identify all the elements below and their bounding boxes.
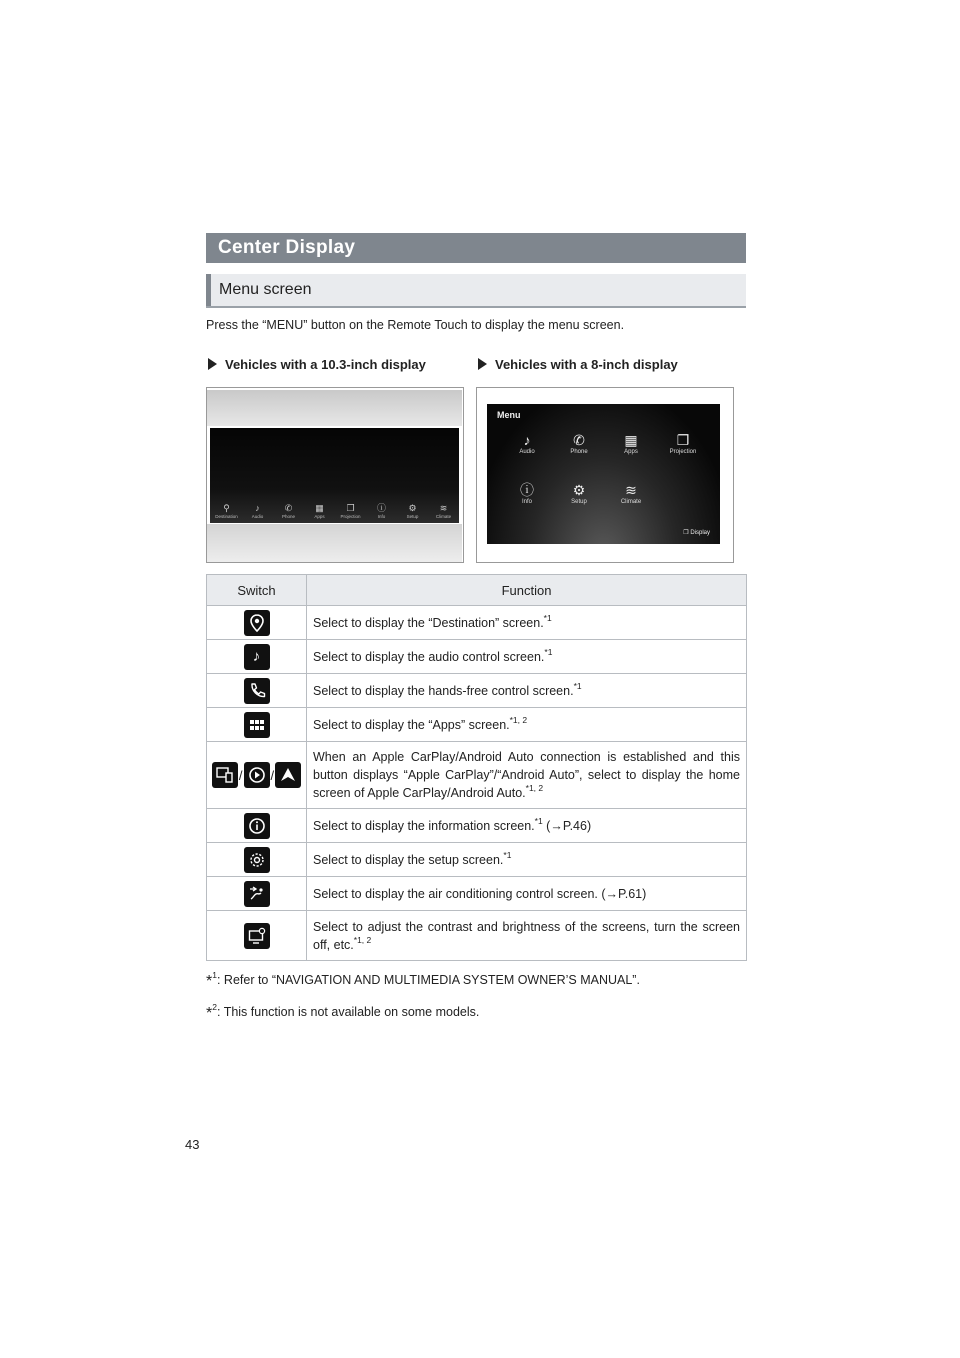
table-row: Select to display the hands-free control screen.$^{*1}$ — [207, 674, 747, 708]
setup-icon: ⚙ — [572, 482, 586, 498]
small-menu-audio: ♪ Audio — [505, 432, 549, 456]
setup-icon: ⚙ — [408, 503, 417, 513]
table-row: Select to display the “Destination” screen.$^{*1}$ — [207, 606, 747, 640]
audio-icon: ♪ — [244, 644, 270, 670]
menu-title: Menu — [497, 410, 521, 420]
wide-menu-phone: ✆ Phone — [276, 503, 301, 520]
display-icon — [244, 923, 270, 949]
destination-icon: ⚲ — [223, 503, 230, 513]
climate-icon: ≋ — [439, 503, 448, 513]
variant-label-8-inch: Vehicles with a 8-inch display — [478, 357, 678, 372]
wide-menu-audio: ♪ Audio — [245, 503, 270, 520]
wide-menu-climate: ≋ Climate — [431, 503, 456, 520]
info-icon — [244, 813, 270, 839]
apps-icon: ▦ — [315, 503, 324, 513]
small-menu-climate: ≋ Climate — [609, 482, 653, 506]
apps-icon: ▦ — [624, 432, 638, 448]
section-title-bar — [206, 233, 746, 263]
subsection-accent — [206, 274, 211, 306]
footnote-2: *$^2$: This function is not available on some models. — [206, 1002, 480, 1022]
small-menu-phone: ✆ Phone — [557, 432, 601, 456]
display-icon: ❐ — [683, 530, 691, 536]
info-icon: ⓘ — [376, 503, 386, 513]
table-row: Select to display the setup screen.$^{*1}$ — [207, 843, 747, 877]
function-table — [206, 574, 747, 961]
wide-menu-apps: ▦ Apps — [307, 503, 332, 520]
screenshot-8-inch-display — [476, 387, 734, 563]
dashboard-bottom — [207, 524, 462, 562]
triangle-bullet-icon — [478, 358, 487, 370]
section-title: Center Display — [218, 237, 356, 258]
table-header-row — [207, 575, 747, 606]
table-row: ♪ Select to display the audio control screen.$^{*1}$ — [207, 640, 747, 674]
info-icon: ⓘ — [520, 482, 534, 498]
table-row: Select to adjust the contrast and brightness of the screens, turn the screen off, etc.$^{*1, 2}$ — [207, 911, 747, 961]
triangle-bullet-icon — [208, 358, 217, 370]
audio-icon: ♪ — [523, 432, 531, 448]
phone-icon — [244, 678, 270, 704]
climate-icon — [244, 881, 270, 907]
wide-menu-projection: ❐ Projection — [338, 503, 363, 520]
header-function: Function — [307, 575, 747, 606]
small-menu-display: ❐ Display — [683, 530, 710, 536]
table-row: Select to display the “Apps” screen.$^{*1, 2}$ — [207, 708, 747, 742]
apple-carplay-icon — [244, 762, 270, 788]
wide-menu-destination: ⚲ Destination — [215, 503, 238, 519]
setup-icon — [244, 847, 270, 873]
table-row: Select to display the air conditioning control screen. (→P.61) — [207, 877, 747, 911]
table-row: / / When an Apple CarPlay/Android Auto connection is established and this button displays “Apple CarPlay”/“Android Auto”, select to display the home screen of Apple CarPlay/Android Auto.$^{*1, 2}$ — [207, 742, 747, 809]
wide-menu-setup: ⚙ Setup — [400, 503, 425, 520]
footnote-1: *$^1$: Refer to “NAVIGATION AND MULTIMEDIA SYSTEM OWNER’S MANUAL”. — [206, 970, 640, 990]
header-switch: Switch — [207, 575, 307, 606]
small-menu-projection: ❐ Projection — [661, 432, 705, 456]
wide-display-screen — [210, 428, 459, 523]
apps-icon — [244, 712, 270, 738]
small-menu-info: ⓘ Info — [505, 482, 549, 506]
table-row: Select to display the information screen.$^{*1}$ (→P.46) — [207, 809, 747, 843]
small-menu-apps: ▦ Apps — [609, 432, 653, 456]
small-menu-setup: ⚙ Setup — [557, 482, 601, 506]
dashboard-top — [207, 390, 462, 426]
subsection-title: Menu screen — [219, 281, 312, 298]
subsection-title-bar — [206, 274, 746, 308]
wide-menu-icons — [214, 503, 456, 520]
projection-icon: ❐ — [676, 432, 690, 448]
climate-icon: ≋ — [625, 482, 637, 498]
android-auto-icon — [275, 762, 301, 788]
audio-icon: ♪ — [255, 503, 260, 513]
phone-icon: ✆ — [573, 432, 585, 448]
screenshot-10-inch-display — [206, 387, 464, 563]
page-number: 43 — [185, 1137, 200, 1152]
projection-icon: ❐ — [346, 503, 355, 513]
wide-menu-info: ⓘ Info — [369, 503, 394, 520]
phone-icon: ✆ — [284, 503, 293, 513]
projection-icon — [212, 762, 238, 788]
intro-paragraph: Press the “MENU” button on the Remote Touch to display the menu screen. — [206, 318, 625, 332]
variant-label-10-inch: Vehicles with a 10.3-inch display — [208, 357, 426, 372]
small-display-screen — [487, 404, 720, 544]
destination-icon — [244, 610, 270, 636]
